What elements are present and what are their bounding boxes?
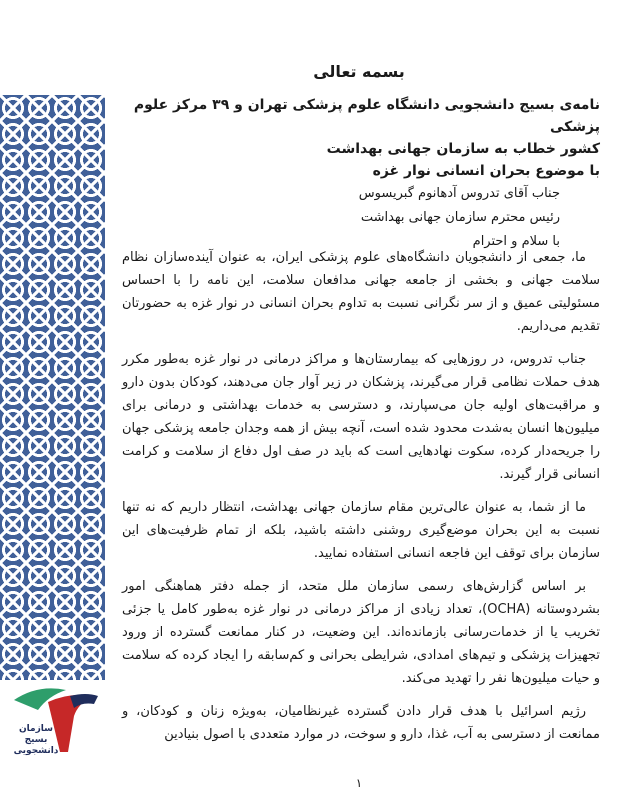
title-line: نامه‌ی بسیج دانشجویی دانشگاه علوم پزشکی تهران و ۳۹ مرکز علوم پزشکی: [133, 97, 600, 135]
logo-text: [10, 724, 62, 757]
greeting-block: [120, 182, 560, 254]
greeting-line: رئیس محترم سازمان جهانی بهداشت: [360, 210, 560, 225]
body-paragraph: جناب تدروس، در روزهایی که بیمارستان‌ها و مراکز درمانی در نوار غزه به‌طور مکرر هدف حملات نظامی قرار می‌گیرند، پزشکان در زیر آوار جان می‌دهند، کودکان بدون دارو و مراقبت‌های اولیه جان می‌سپارند، و دسترسی به خدمات بهداشتی و درمانی برای میلیون‌ها انسان به‌شدت محدود شده است، آنچه بیش از همه وجدان جامعه پزشکی جهان را جریحه‌دار کرده، سکوت نهادهایی است که باید در صف اول دفاع از سلامت و کرامت انسانی قرار گیرند.: [122, 352, 600, 482]
greeting-line: با سلام و احترام: [472, 234, 560, 249]
body-paragraph: بر اساس گزارش‌های رسمی سازمان ملل متحد، از جمله دفتر هماهنگی امور بشردوستانه (OCHA)، تعداد زیادی از مراکز درمانی در نوار غزه به‌طور کامل یا جزئی تخریب یا از خدمات‌رسانی بازمانده‌اند. این وضعیت، در کنار ممانعت گسترده از ورود تجهیزات پزشکی و تیم‌های امدادی، شرایطی بحرانی و کم‌سابقه را ایجاد کرده که سلامت و حیات میلیون‌ها نفر را تهدید می‌کند.: [122, 579, 600, 686]
logo-text-line: بسیج: [24, 735, 48, 745]
letter-header: بسمه تعالی: [313, 62, 405, 81]
greeting-line: جناب آقای تدروس آدهانوم گبریسوس: [358, 186, 560, 201]
body-paragraph: رژیم اسرائیل با هدف قرار دادن گسترده غیرنظامیان، به‌ویژه زنان و کودکان، و ممانعت از دسترسی به آب، غذا، دارو و سوخت، در موارد متعددی با اصول بنیادین: [122, 704, 600, 742]
letter-body: [122, 246, 600, 756]
title-line: کشور خطاب به سازمان جهانی بهداشت: [326, 141, 600, 157]
logo-text-line: دانشجویی: [13, 746, 59, 756]
title-line: با موضوع بحران انسانی نوار غزه: [372, 163, 600, 179]
page-number: ۱: [355, 776, 363, 790]
logo-text-line: سازمان: [18, 724, 54, 734]
body-paragraph: ما، جمعی از دانشجویان دانشگاه‌های علوم پزشکی ایران، به عنوان آینده‌سازان نظام سلامت جهانی و بخشی از جامعه جهانی مدافعان سلامت، این نامه را با احساس مسئولیتی عمیق و از سر نگرانی نسبت به تداوم بحران انسانی در نوار غزه به حضورتان تقدیم می‌داریم.: [122, 250, 600, 334]
letter-title: [125, 94, 600, 182]
decorative-pattern-strip: [0, 95, 105, 680]
letter-document: [118, 0, 600, 800]
body-paragraph: ما از شما، به عنوان عالی‌ترین مقام سازمان جهانی بهداشت، انتظار داریم که نه تنها نسبت به این بحران موضع‌گیری روشنی داشته باشید، بلکه از تمام ظرفیت‌های این سازمان برای توقف این فاجعه انسانی استفاده نمایید.: [122, 500, 600, 561]
